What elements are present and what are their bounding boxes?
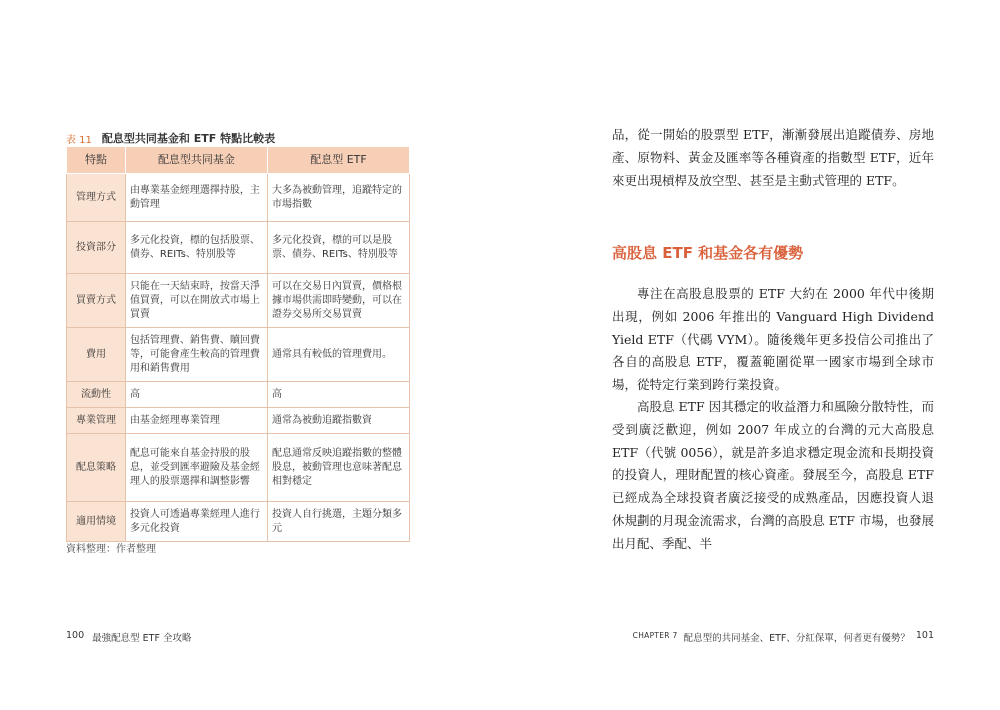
right-page-number: 101 <box>915 630 934 641</box>
feature-cell: 管理方式 <box>67 174 126 222</box>
feature-cell: 投資部分 <box>67 222 126 274</box>
chapter-label: CHAPTER 7 <box>632 631 678 640</box>
etf-cell: 多元化投資，標的可以是股票、債券、REITs、特別股等 <box>267 222 409 274</box>
table-header-row <box>67 147 410 174</box>
feature-cell: 費用 <box>67 328 126 382</box>
mutual-fund-cell: 配息可能來自基金持股的股息，並受到匯率避險及基金經理人的股票選擇和調整影響 <box>125 434 267 502</box>
table-row <box>67 222 410 274</box>
left-page-number: 100 <box>66 630 85 641</box>
table-number: 表 11 <box>66 134 92 146</box>
mutual-fund-cell: 多元化投資，標的包括股票、債券、REITs、特別股等 <box>125 222 267 274</box>
table-title: 配息型共同基金和 ETF 特點比較表 <box>101 132 276 145</box>
table-row <box>67 434 410 502</box>
mutual-fund-cell: 高 <box>125 382 267 408</box>
header-etf: 配息型 ETF <box>267 147 409 174</box>
table-row <box>67 274 410 328</box>
mutual-fund-cell: 投資人可透過專業經理人進行多元化投資 <box>125 502 267 542</box>
etf-cell: 通常具有較低的管理費用。 <box>267 328 409 382</box>
body-paragraph: 專注在高股息股票的 ETF 大約在 2000 年代中後期出現，例如 2006 年推出的 Vanguard High Dividend Yield ETF（代碼 VYM）。隨後幾年更多投信公司推出了各自的高股息 ETF，覆蓋範圍從單一國家市場到全球市場，從特定行業到跨行業投資。 <box>612 286 934 393</box>
table-caption <box>66 130 275 146</box>
right-page-footer <box>632 630 934 644</box>
table-row <box>67 174 410 222</box>
header-feature: 特點 <box>67 147 126 174</box>
table-source-note: 資料整理：作者整理 <box>66 544 156 555</box>
comparison-table <box>66 146 410 542</box>
book-title: 最強配息型 ETF 全攻略 <box>92 633 192 644</box>
table-row <box>67 382 410 408</box>
section-heading: 高股息 ETF 和基金各有優勢 <box>612 244 804 262</box>
header-mutual-fund: 配息型共同基金 <box>125 147 267 174</box>
feature-cell: 配息策略 <box>67 434 126 502</box>
mutual-fund-cell: 由基金經理專業管理 <box>125 408 267 434</box>
body-paragraph: 高股息 ETF 因其穩定的收益潛力和風險分散特性，而受到廣泛歡迎，例如 2007 年成立的台灣的元大高股息 ETF（代號 0056），就是許多追求穩定現金流和長期投資的投資人，理財配置的核心資產。發展至今，高股息 ETF 已經成為全球投資者廣泛接受的成熟產品，因應投資人退休規劃的月現金流需求，台灣的高股息 ETF 市場，也發展出月配、季配、半 <box>612 399 934 551</box>
body-paragraph: 品，從一開始的股票型 ETF，漸漸發展出追蹤債券、房地產、原物料、黃金及匯率等各種資產的指數型 ETF，近年來更出現槓桿及放空型、甚至是主動式管理的 ETF。 <box>612 127 934 188</box>
left-page-footer <box>66 630 191 644</box>
etf-cell: 通常為被動追蹤指數資 <box>267 408 409 434</box>
mutual-fund-cell: 包括管理費、銷售費、贖回費等，可能會產生較高的管理費用和銷售費用 <box>125 328 267 382</box>
table-row <box>67 502 410 542</box>
etf-cell: 配息通常反映追蹤指數的整體股息，被動管理也意味著配息相對穩定 <box>267 434 409 502</box>
etf-cell: 高 <box>267 382 409 408</box>
mutual-fund-cell: 只能在一天結束時，按當天淨值買賣，可以在開放式市場上買賣 <box>125 274 267 328</box>
feature-cell: 適用情境 <box>67 502 126 542</box>
etf-cell: 可以在交易日內買賣，價格根據市場供需即時變動，可以在證券交易所交易買賣 <box>267 274 409 328</box>
mutual-fund-cell: 由專業基金經理選擇持股，主動管理 <box>125 174 267 222</box>
feature-cell: 買賣方式 <box>67 274 126 328</box>
table-row <box>67 328 410 382</box>
table-row <box>67 408 410 434</box>
etf-cell: 投資人自行挑選，主題分類多元 <box>267 502 409 542</box>
feature-cell: 流動性 <box>67 382 126 408</box>
chapter-title: 配息型的共同基金、ETF、分紅保單，何者更有優勢？ <box>683 633 910 644</box>
feature-cell: 專業管理 <box>67 408 126 434</box>
etf-cell: 大多為被動管理，追蹤特定的市場指數 <box>267 174 409 222</box>
